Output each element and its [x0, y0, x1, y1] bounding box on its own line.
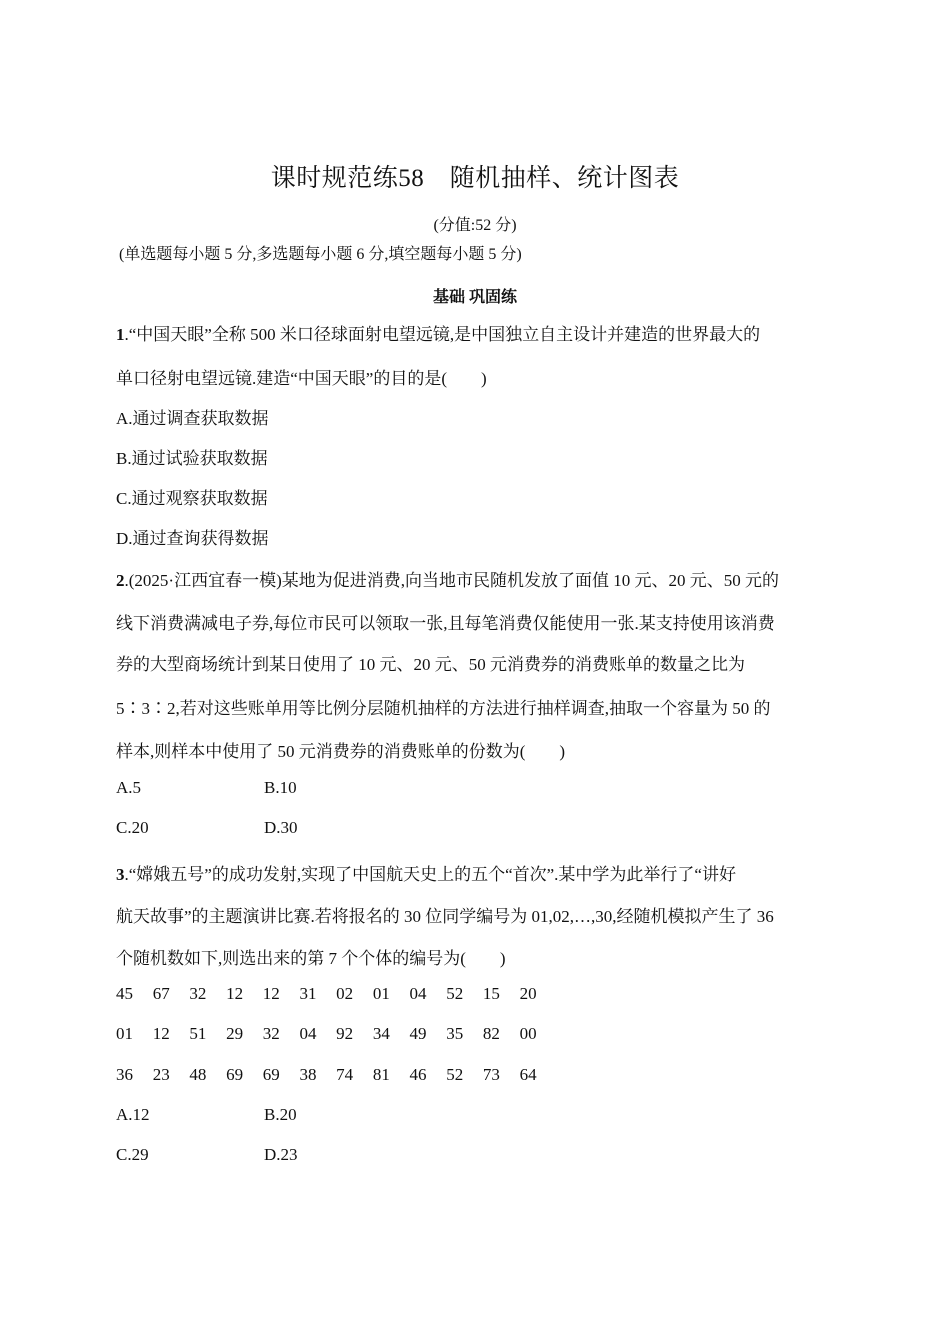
random-number: 51	[189, 1024, 207, 1043]
random-number: 29	[226, 1024, 244, 1043]
q1-option-a: A.通过调查获取数据	[116, 409, 269, 428]
scoring-note: (单选题每小题 5 分,多选题每小题 6 分,填空题每小题 5 分)	[119, 246, 522, 263]
random-number: 04	[409, 984, 427, 1003]
q1-option-c: C.通过观察获取数据	[116, 489, 268, 508]
random-number: 02	[336, 984, 354, 1003]
random-number: 74	[336, 1065, 354, 1084]
random-number: 15	[482, 984, 500, 1003]
q3-option-d: D.23	[264, 1145, 298, 1164]
random-number: 00	[519, 1024, 537, 1043]
q2-text-line-1: 2.(2025·江西宜春一模)某地为促进消费,向当地市民随机发放了面值 10 元、20 元、50 元的	[116, 571, 779, 590]
q2-option-b: B.10	[264, 778, 297, 797]
random-number: 92	[336, 1024, 354, 1043]
q2-text-line-2: 线下消费满减电子券,每位市民可以领取一张,且每笔消费仅能使用一张.某支持使用该消费	[116, 614, 775, 633]
q2-option-d: D.30	[264, 818, 298, 837]
section-heading: 基础 巩固练	[432, 289, 517, 306]
random-number: 67	[152, 984, 170, 1003]
random-number-row-1	[116, 984, 556, 1004]
q1-option-b: B.通过试验获取数据	[116, 449, 268, 468]
q1-option-d: D.通过查询获得数据	[116, 529, 269, 548]
q3-text-line-1: 3.“嫦娥五号”的成功发射,实现了中国航天史上的五个“首次”.某中学为此举行了“讲好	[116, 865, 736, 884]
random-number: 52	[446, 1065, 464, 1084]
page-title: 课时规范练58 随机抽样、统计图表	[270, 165, 680, 192]
random-number: 23	[152, 1065, 170, 1084]
q3-option-a: A.12	[116, 1105, 150, 1124]
random-number: 31	[299, 984, 317, 1003]
q2-option-a: A.5	[116, 778, 142, 797]
q2-number: 2	[116, 571, 125, 590]
random-number: 81	[372, 1065, 390, 1084]
random-number: 04	[299, 1024, 317, 1043]
random-number: 01	[372, 984, 390, 1003]
q3-option-c: C.29	[116, 1145, 149, 1164]
random-number: 12	[152, 1024, 170, 1043]
q2-option-c: C.20	[116, 818, 149, 837]
score-info: (分值:52 分)	[433, 217, 517, 234]
random-number: 64	[519, 1065, 537, 1084]
random-number: 82	[482, 1024, 500, 1043]
random-number: 35	[446, 1024, 464, 1043]
random-number: 36	[116, 1065, 133, 1084]
random-number: 48	[189, 1065, 207, 1084]
random-number: 45	[116, 984, 133, 1003]
q2-text-line-3: 券的大型商场统计到某日使用了 10 元、20 元、50 元消费券的消费账单的数量之比为	[116, 655, 745, 674]
random-number-row-3	[116, 1065, 556, 1085]
q3-option-b: B.20	[264, 1105, 297, 1124]
random-number-row-2	[116, 1024, 556, 1044]
random-number: 52	[446, 984, 464, 1003]
q3-number: 3	[116, 865, 125, 884]
random-number: 69	[226, 1065, 244, 1084]
q3-text-line-3: 个随机数如下,则选出来的第 7 个个体的编号为( )	[116, 949, 506, 968]
q3-text-line-2: 航天故事”的主题演讲比赛.若将报名的 30 位同学编号为 01,02,…,30,经随机模拟产生了 36	[116, 907, 774, 926]
random-number: 12	[226, 984, 244, 1003]
random-number: 12	[262, 984, 280, 1003]
q1-text-line-1: 1.“中国天眼”全称 500 米口径球面射电望远镜,是中国独立自主设计并建造的世界最大的	[116, 325, 761, 344]
random-number: 49	[409, 1024, 427, 1043]
q2-text-line-4: 5∶3∶2,若对这些账单用等比例分层随机抽样的方法进行抽样调查,抽取一个容量为 50 的	[116, 699, 771, 718]
q1-number: 1	[116, 325, 125, 344]
random-number: 34	[372, 1024, 390, 1043]
random-number: 38	[299, 1065, 317, 1084]
random-number: 73	[482, 1065, 500, 1084]
random-number: 01	[116, 1024, 133, 1043]
random-number: 32	[262, 1024, 280, 1043]
q1-text-line-2: 单口径射电望远镜.建造“中国天眼”的目的是( )	[116, 369, 487, 388]
random-number: 46	[409, 1065, 427, 1084]
random-number: 32	[189, 984, 207, 1003]
q2-text-line-5: 样本,则样本中使用了 50 元消费券的消费账单的份数为( )	[116, 742, 566, 761]
random-number: 69	[262, 1065, 280, 1084]
random-number: 20	[519, 984, 537, 1003]
